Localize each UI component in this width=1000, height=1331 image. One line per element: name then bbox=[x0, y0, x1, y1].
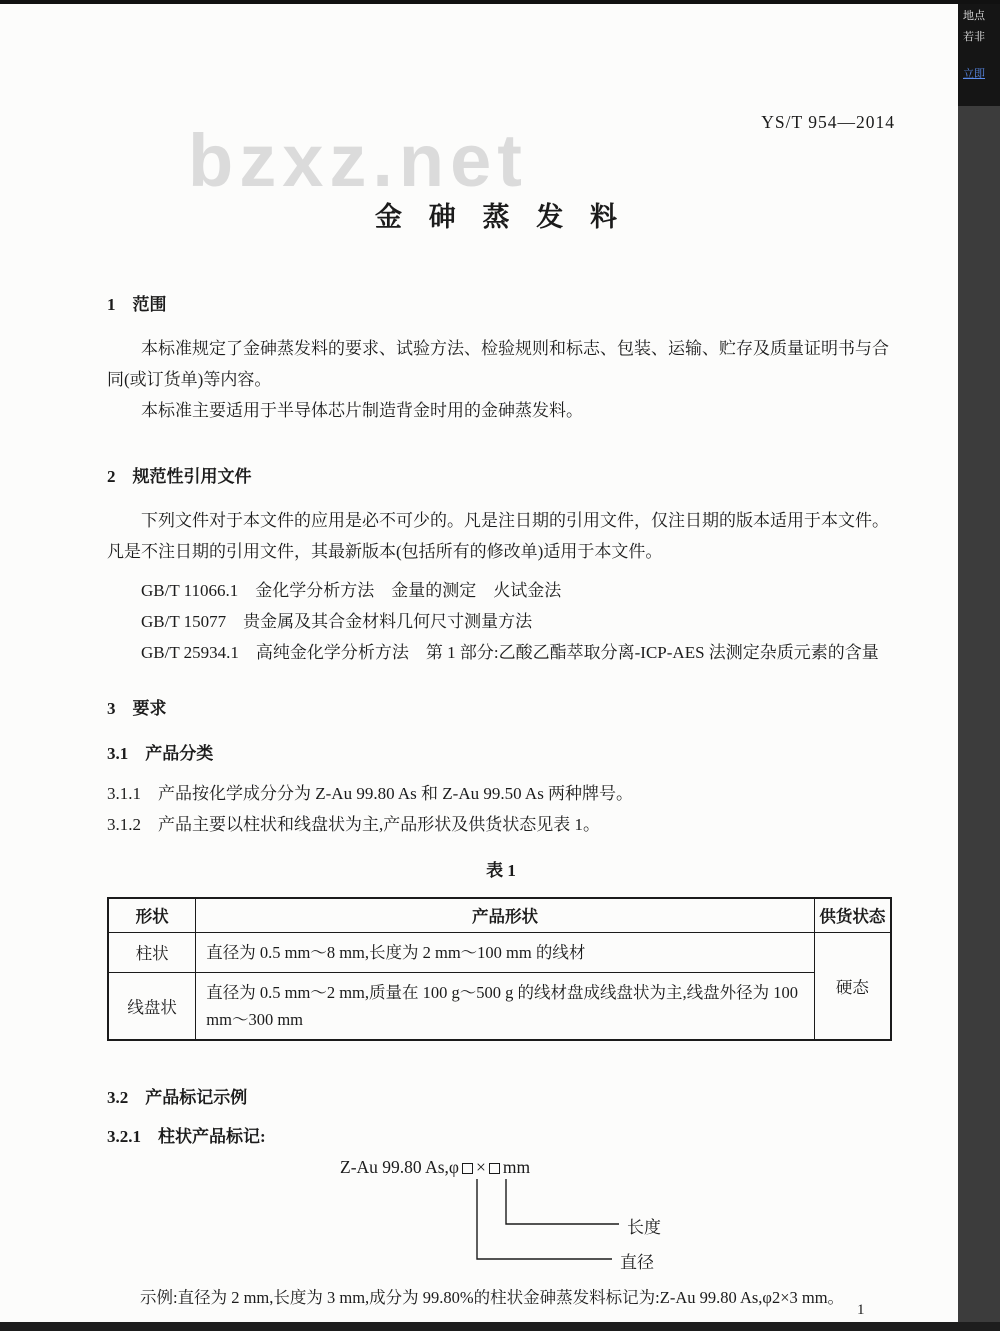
diameter-label: 直径 bbox=[620, 1252, 654, 1272]
section-3-heading: 3 要求 bbox=[107, 699, 167, 718]
watermark: bzxz.net bbox=[188, 119, 528, 202]
marking-formula bbox=[340, 1157, 530, 1178]
table-header-row bbox=[108, 898, 891, 932]
section-3-1-1-paragraph: 3.1.1 产品按化学成分分为 Z-Au 99.80 As 和 Z-Au 99.50 As 两种牌号。 bbox=[107, 784, 634, 803]
diameter-placeholder-box bbox=[462, 1163, 473, 1174]
overlay-link[interactable]: 立即 bbox=[963, 67, 985, 80]
reference-3: GB/T 25934.1 高纯金化学分析方法 第 1 部分:乙酸乙酯萃取分离-ICP-AES 法测定杂质元素的含量 bbox=[141, 643, 879, 662]
viewer-side-panel bbox=[958, 0, 1000, 1331]
table-1 bbox=[107, 897, 892, 1041]
reference-1: GB/T 11066.1 金化学分析方法 金量的测定 火试金法 bbox=[141, 581, 562, 600]
table-cell-shape: 柱状 bbox=[108, 932, 196, 972]
overlay-text-line1: 地点 bbox=[963, 10, 985, 22]
document-title: 金 砷 蒸 发 料 bbox=[375, 202, 627, 232]
page-number: 1 bbox=[857, 1302, 865, 1318]
section-1-heading: 1 范围 bbox=[107, 295, 167, 314]
formula-times: × bbox=[476, 1156, 486, 1177]
viewer-overlay bbox=[958, 0, 1000, 106]
table-row bbox=[108, 932, 891, 972]
marking-diagram bbox=[107, 1157, 895, 1282]
section-3-2-heading: 3.2 产品标记示例 bbox=[107, 1087, 248, 1107]
section-3-1-2-paragraph: 3.1.2 产品主要以柱状和线盘状为主,产品形状及供货状态见表 1。 bbox=[107, 815, 600, 834]
doc-number: YS/T 954—2014 bbox=[761, 112, 895, 132]
document-content bbox=[107, 195, 895, 1312]
overlay-text-line2: 若非 bbox=[963, 30, 985, 43]
reference-2: GB/T 15077 贵金属及其合金材料几何尺寸测量方法 bbox=[141, 612, 533, 631]
section-3-1-heading: 3.1 产品分类 bbox=[107, 744, 214, 763]
table-header-product-shape: 产品形状 bbox=[196, 898, 814, 932]
scan-top-edge bbox=[0, 0, 1000, 4]
section-1-paragraph-1: 本标准规定了金砷蒸发料的要求、试验方法、检验规则和标志、包装、运输、贮存及质量证明书与合同(或订货单)等内容。 bbox=[107, 339, 889, 389]
table-1-caption: 表 1 bbox=[486, 861, 516, 880]
table-header-supply-state: 供货状态 bbox=[814, 898, 891, 932]
section-2-paragraph-1: 下列文件对于本文件的应用是必不可少的。凡是注日期的引用文件，仅注日期的版本适用于本文件。凡是不注日期的引用文件，其最新版本(包括所有的修改单)适用于本文件。 bbox=[107, 511, 889, 561]
section-3-2-1-heading: 3.2.1 柱状产品标记: bbox=[107, 1126, 266, 1146]
diagram-connector-lines bbox=[107, 1177, 895, 1282]
table-cell-supply-state: 硬态 bbox=[814, 932, 891, 1040]
formula-prefix: Z-Au 99.80 As,φ bbox=[340, 1156, 459, 1177]
table-cell-desc: 直径为 0.5 mm～2 mm,质量在 100 g～500 g 的线材盘成线盘状为主,线盘外径为 100 mm～300 mm bbox=[196, 972, 814, 1040]
table-cell-shape: 线盘状 bbox=[108, 972, 196, 1040]
table-row bbox=[108, 972, 891, 1040]
scan-bottom-edge bbox=[0, 1322, 1000, 1331]
section-1-paragraph-2: 本标准主要适用于半导体芯片制造背金时用的金砷蒸发料。 bbox=[141, 401, 583, 420]
formula-suffix: mm bbox=[502, 1156, 531, 1177]
table-cell-desc: 直径为 0.5 mm～8 mm,长度为 2 mm～100 mm 的线材 bbox=[196, 932, 814, 972]
length-label: 长度 bbox=[627, 1217, 661, 1237]
section-2-heading: 2 规范性引用文件 bbox=[107, 467, 252, 486]
table-header-shape: 形状 bbox=[108, 898, 196, 932]
marking-example: 示例:直径为 2 mm,长度为 3 mm,成分为 99.80%的柱状金砷蒸发料标记为:Z-Au 99.80 As,φ2×3 mm。 bbox=[140, 1287, 845, 1307]
length-placeholder-box bbox=[489, 1163, 500, 1174]
